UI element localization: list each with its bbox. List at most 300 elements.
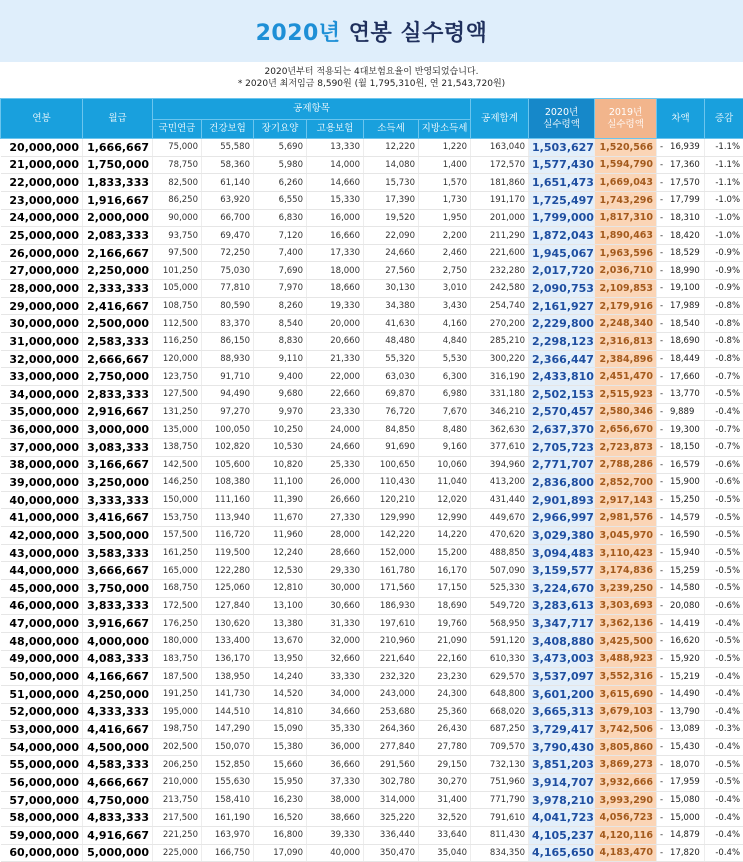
diff-minus: - (660, 336, 670, 346)
diff-minus: - (660, 654, 670, 664)
diff-value: 15,259 (670, 566, 700, 576)
cell-income-tax: 100,650 (364, 456, 419, 474)
cell-local-tax: 1,730 (419, 191, 471, 209)
cell-health: 152,850 (202, 756, 254, 774)
diff-minus: - (660, 760, 670, 770)
table-row (1, 615, 743, 633)
table-row (1, 474, 743, 492)
cell-employment: 24,660 (307, 438, 364, 456)
table-row (1, 791, 743, 809)
cell-local-tax: 12,990 (419, 509, 471, 527)
cell-total: 201,000 (471, 209, 529, 227)
cell-annual: 52,000,000 (1, 703, 83, 721)
cell-annual: 25,000,000 (1, 227, 83, 245)
table-body (1, 139, 743, 862)
cell-local-tax: 31,400 (419, 791, 471, 809)
cell-diff (657, 333, 705, 351)
diff-value: 13,089 (670, 724, 700, 734)
cell-longterm: 9,680 (254, 385, 307, 403)
cell-local-tax: 15,200 (419, 544, 471, 562)
cell-annual: 60,000,000 (1, 844, 83, 862)
cell-income-tax: 41,630 (364, 315, 419, 333)
cell-income-tax: 15,730 (364, 174, 419, 192)
cell-longterm: 9,400 (254, 368, 307, 386)
cell-rate: -0.5% (705, 580, 743, 598)
cell-rate: -0.9% (705, 280, 743, 298)
cell-annual: 39,000,000 (1, 474, 83, 492)
cell-local-tax: 2,200 (419, 227, 471, 245)
table-row (1, 826, 743, 844)
cell-employment: 18,000 (307, 262, 364, 280)
diff-minus: - (660, 777, 670, 787)
cell-longterm: 12,810 (254, 580, 307, 598)
cell-health: 138,950 (202, 668, 254, 686)
table-row (1, 280, 743, 298)
cell-local-tax: 30,270 (419, 774, 471, 792)
cell-longterm: 10,250 (254, 421, 307, 439)
cell-employment: 39,330 (307, 826, 364, 844)
cell-annual: 21,000,000 (1, 156, 83, 174)
cell-diff (657, 174, 705, 192)
diff-minus: - (660, 477, 670, 487)
cell-income-tax: 152,000 (364, 544, 419, 562)
cell-health: 77,810 (202, 280, 254, 298)
cell-employment: 38,660 (307, 809, 364, 827)
cell-diff (657, 403, 705, 421)
cell-net2019: 2,580,346 (595, 403, 657, 421)
cell-pension: 93,750 (153, 227, 202, 245)
cell-income-tax: 325,220 (364, 809, 419, 827)
cell-rate: -0.5% (705, 509, 743, 527)
cell-net2019: 3,425,500 (595, 632, 657, 650)
cell-monthly: 3,250,000 (83, 474, 153, 492)
cell-diff (657, 438, 705, 456)
diff-value: 14,579 (670, 513, 700, 523)
cell-rate: -0.4% (705, 668, 743, 686)
cell-net2020: 3,347,717 (529, 615, 595, 633)
table-row (1, 756, 743, 774)
cell-net2019: 4,120,116 (595, 826, 657, 844)
cell-total: 549,720 (471, 597, 529, 615)
cell-net2020: 2,229,800 (529, 315, 595, 333)
cell-net2019: 3,362,136 (595, 615, 657, 633)
cell-rate: -0.5% (705, 491, 743, 509)
cell-income-tax: 350,470 (364, 844, 419, 862)
table-row (1, 297, 743, 315)
cell-health: 163,970 (202, 826, 254, 844)
cell-monthly: 3,333,333 (83, 491, 153, 509)
cell-health: 86,150 (202, 333, 254, 351)
cell-diff (657, 721, 705, 739)
cell-local-tax: 1,570 (419, 174, 471, 192)
diff-minus: - (660, 213, 670, 223)
cell-rate: -0.5% (705, 562, 743, 580)
table-row (1, 527, 743, 545)
table-row (1, 703, 743, 721)
diff-minus: - (660, 813, 670, 823)
diff-value: 16,579 (670, 460, 700, 470)
cell-diff (657, 650, 705, 668)
table-row (1, 632, 743, 650)
cell-pension: 187,500 (153, 668, 202, 686)
cell-health: 155,630 (202, 774, 254, 792)
cell-diff (657, 156, 705, 174)
cell-longterm: 7,970 (254, 280, 307, 298)
cell-income-tax: 110,430 (364, 474, 419, 492)
cell-monthly: 2,916,667 (83, 403, 153, 421)
cell-rate: -0.5% (705, 527, 743, 545)
cell-longterm: 11,390 (254, 491, 307, 509)
diff-value: 18,540 (670, 319, 700, 329)
cell-employment: 16,000 (307, 209, 364, 227)
cell-income-tax: 24,660 (364, 244, 419, 262)
diff-value: 13,770 (670, 389, 700, 399)
table-header (1, 99, 743, 139)
cell-total: 413,200 (471, 474, 529, 492)
cell-rate: -0.4% (705, 403, 743, 421)
cell-net2020: 2,836,800 (529, 474, 595, 492)
cell-annual: 57,000,000 (1, 791, 83, 809)
cell-annual: 45,000,000 (1, 580, 83, 598)
cell-employment: 19,330 (307, 297, 364, 315)
cell-employment: 31,330 (307, 615, 364, 633)
cell-longterm: 16,520 (254, 809, 307, 827)
table-row (1, 668, 743, 686)
cell-total: 732,130 (471, 756, 529, 774)
table-row (1, 156, 743, 174)
cell-annual: 40,000,000 (1, 491, 83, 509)
cell-rate: -0.6% (705, 597, 743, 615)
cell-total: 331,180 (471, 385, 529, 403)
cell-employment: 16,660 (307, 227, 364, 245)
diff-value: 15,000 (670, 813, 700, 823)
diff-minus: - (660, 830, 670, 840)
cell-total: 488,850 (471, 544, 529, 562)
cell-employment: 33,330 (307, 668, 364, 686)
cell-net2019: 3,488,923 (595, 650, 657, 668)
cell-net2019: 3,045,970 (595, 527, 657, 545)
col-local-tax: 지방소득세 (419, 120, 471, 139)
cell-net2019: 3,869,273 (595, 756, 657, 774)
cell-pension: 90,000 (153, 209, 202, 227)
cell-longterm: 11,960 (254, 527, 307, 545)
cell-monthly: 3,916,667 (83, 615, 153, 633)
cell-monthly: 3,000,000 (83, 421, 153, 439)
cell-net2019: 2,451,470 (595, 368, 657, 386)
cell-employment: 28,660 (307, 544, 364, 562)
col-employment: 고용보험 (307, 120, 364, 139)
cell-monthly: 3,500,000 (83, 527, 153, 545)
cell-employment: 34,000 (307, 685, 364, 703)
table-row (1, 368, 743, 386)
diff-value: 17,660 (670, 372, 700, 382)
cell-health: 161,190 (202, 809, 254, 827)
cell-pension: 127,500 (153, 385, 202, 403)
cell-pension: 183,750 (153, 650, 202, 668)
cell-net2020: 2,966,997 (529, 509, 595, 527)
cell-diff (657, 491, 705, 509)
diff-minus: - (660, 266, 670, 276)
cell-diff (657, 385, 705, 403)
cell-employment: 40,000 (307, 844, 364, 862)
cell-employment: 25,330 (307, 456, 364, 474)
cell-monthly: 4,666,667 (83, 774, 153, 792)
table-row (1, 774, 743, 792)
cell-local-tax: 11,040 (419, 474, 471, 492)
cell-longterm: 15,380 (254, 738, 307, 756)
cell-net2020: 1,945,067 (529, 244, 595, 262)
cell-net2019: 2,981,576 (595, 509, 657, 527)
col-annual: 연봉 (1, 99, 83, 139)
table-row (1, 421, 743, 439)
cell-total: 668,020 (471, 703, 529, 721)
diff-minus: - (660, 354, 670, 364)
diff-value: 14,490 (670, 689, 700, 699)
col-diff: 차액 (657, 99, 705, 139)
diff-value: 17,820 (670, 848, 700, 858)
col-income-tax: 소득세 (364, 120, 419, 139)
cell-rate: -1.1% (705, 156, 743, 174)
cell-local-tax: 6,980 (419, 385, 471, 403)
diff-minus: - (660, 319, 670, 329)
cell-total: 648,800 (471, 685, 529, 703)
cell-net2020: 3,408,880 (529, 632, 595, 650)
cell-pension: 142,500 (153, 456, 202, 474)
cell-monthly: 1,916,667 (83, 191, 153, 209)
cell-local-tax: 32,520 (419, 809, 471, 827)
cell-total: 270,200 (471, 315, 529, 333)
cell-longterm: 5,690 (254, 139, 307, 157)
col-net2020-label: 2020년 실수령액 (543, 107, 580, 130)
cell-rate: -0.9% (705, 244, 743, 262)
cell-health: 158,410 (202, 791, 254, 809)
cell-health: 66,700 (202, 209, 254, 227)
cell-net2019: 3,174,836 (595, 562, 657, 580)
cell-income-tax: 55,320 (364, 350, 419, 368)
cell-net2019: 1,890,463 (595, 227, 657, 245)
cell-net2020: 2,017,720 (529, 262, 595, 280)
cell-pension: 150,000 (153, 491, 202, 509)
cell-employment: 26,660 (307, 491, 364, 509)
table-row (1, 262, 743, 280)
cell-employment: 18,660 (307, 280, 364, 298)
cell-net2020: 3,729,417 (529, 721, 595, 739)
cell-health: 111,160 (202, 491, 254, 509)
title-banner (0, 0, 743, 62)
cell-local-tax: 29,150 (419, 756, 471, 774)
diff-value: 17,570 (670, 178, 700, 188)
cell-diff (657, 668, 705, 686)
table-row (1, 456, 743, 474)
cell-local-tax: 4,840 (419, 333, 471, 351)
cell-local-tax: 12,020 (419, 491, 471, 509)
diff-minus: - (660, 689, 670, 699)
diff-value: 17,799 (670, 195, 700, 205)
cell-diff (657, 244, 705, 262)
diff-minus: - (660, 231, 670, 241)
cell-longterm: 9,970 (254, 403, 307, 421)
note-line-1: 2020년부터 적용되는 4대보험요율이 반영되었습니다. (0, 66, 743, 78)
cell-diff (657, 315, 705, 333)
cell-employment: 22,000 (307, 368, 364, 386)
cell-health: 130,620 (202, 615, 254, 633)
cell-rate: -0.4% (705, 809, 743, 827)
cell-net2020: 3,283,613 (529, 597, 595, 615)
cell-total: 394,960 (471, 456, 529, 474)
cell-net2020: 3,224,670 (529, 580, 595, 598)
page-title (256, 16, 488, 47)
cell-employment: 32,660 (307, 650, 364, 668)
cell-pension: 78,750 (153, 156, 202, 174)
cell-diff (657, 756, 705, 774)
cell-monthly: 3,583,333 (83, 544, 153, 562)
cell-rate: -0.5% (705, 632, 743, 650)
cell-local-tax: 33,640 (419, 826, 471, 844)
cell-longterm: 9,110 (254, 350, 307, 368)
cell-employment: 24,000 (307, 421, 364, 439)
table-row (1, 333, 743, 351)
cell-monthly: 2,166,667 (83, 244, 153, 262)
cell-monthly: 4,083,333 (83, 650, 153, 668)
cell-total: 172,570 (471, 156, 529, 174)
cell-monthly: 3,416,667 (83, 509, 153, 527)
cell-net2020: 4,165,650 (529, 844, 595, 862)
cell-longterm: 11,670 (254, 509, 307, 527)
table-row (1, 403, 743, 421)
cell-income-tax: 253,680 (364, 703, 419, 721)
cell-net2020: 3,851,203 (529, 756, 595, 774)
cell-annual: 47,000,000 (1, 615, 83, 633)
diff-value: 16,590 (670, 530, 700, 540)
cell-health: 133,400 (202, 632, 254, 650)
cell-health: 127,840 (202, 597, 254, 615)
col-deduction-group: 공제항목 (153, 99, 471, 120)
cell-rate: -0.4% (705, 703, 743, 721)
cell-net2019: 2,723,873 (595, 438, 657, 456)
cell-annual: 35,000,000 (1, 403, 83, 421)
cell-health: 72,250 (202, 244, 254, 262)
diff-value: 18,070 (670, 760, 700, 770)
cell-annual: 49,000,000 (1, 650, 83, 668)
diff-value: 18,529 (670, 248, 700, 258)
cell-income-tax: 210,960 (364, 632, 419, 650)
diff-minus: - (660, 178, 670, 188)
cell-net2020: 2,366,447 (529, 350, 595, 368)
cell-net2019: 3,993,290 (595, 791, 657, 809)
cell-local-tax: 17,150 (419, 580, 471, 598)
cell-pension: 138,750 (153, 438, 202, 456)
cell-pension: 168,750 (153, 580, 202, 598)
cell-rate: -0.7% (705, 421, 743, 439)
cell-health: 55,580 (202, 139, 254, 157)
cell-longterm: 11,100 (254, 474, 307, 492)
cell-health: 144,510 (202, 703, 254, 721)
diff-value: 9,889 (670, 407, 694, 417)
cell-diff (657, 280, 705, 298)
cell-rate: -0.5% (705, 544, 743, 562)
cell-local-tax: 1,950 (419, 209, 471, 227)
cell-local-tax: 19,760 (419, 615, 471, 633)
cell-annual: 41,000,000 (1, 509, 83, 527)
diff-minus: - (660, 142, 670, 152)
cell-total: 834,350 (471, 844, 529, 862)
cell-net2020: 3,473,003 (529, 650, 595, 668)
cell-net2019: 4,056,723 (595, 809, 657, 827)
cell-net2020: 3,094,483 (529, 544, 595, 562)
cell-pension: 153,750 (153, 509, 202, 527)
cell-rate: -0.6% (705, 456, 743, 474)
cell-health: 97,270 (202, 403, 254, 421)
cell-pension: 123,750 (153, 368, 202, 386)
cell-net2019: 2,109,853 (595, 280, 657, 298)
cell-total: 629,570 (471, 668, 529, 686)
cell-local-tax: 1,220 (419, 139, 471, 157)
cell-health: 108,380 (202, 474, 254, 492)
cell-diff (657, 703, 705, 721)
cell-pension: 82,500 (153, 174, 202, 192)
cell-employment: 15,330 (307, 191, 364, 209)
cell-pension: 191,250 (153, 685, 202, 703)
cell-health: 61,140 (202, 174, 254, 192)
cell-pension: 202,500 (153, 738, 202, 756)
cell-pension: 213,750 (153, 791, 202, 809)
cell-total: 316,190 (471, 368, 529, 386)
cell-longterm: 8,260 (254, 297, 307, 315)
cell-longterm: 14,810 (254, 703, 307, 721)
cell-health: 136,170 (202, 650, 254, 668)
diff-value: 15,080 (670, 795, 700, 805)
cell-annual: 46,000,000 (1, 597, 83, 615)
cell-employment: 23,330 (307, 403, 364, 421)
cell-net2019: 2,852,700 (595, 474, 657, 492)
cell-longterm: 10,820 (254, 456, 307, 474)
diff-value: 17,989 (670, 301, 700, 311)
table-row (1, 438, 743, 456)
cell-net2019: 3,932,666 (595, 774, 657, 792)
diff-minus: - (660, 495, 670, 505)
table-row (1, 580, 743, 598)
cell-diff (657, 456, 705, 474)
cell-diff (657, 227, 705, 245)
cell-total: 242,580 (471, 280, 529, 298)
cell-total: 211,290 (471, 227, 529, 245)
cell-annual: 32,000,000 (1, 350, 83, 368)
cell-net2020: 2,705,723 (529, 438, 595, 456)
diff-value: 13,790 (670, 707, 700, 717)
cell-net2019: 2,788,286 (595, 456, 657, 474)
cell-net2019: 2,515,923 (595, 385, 657, 403)
cell-total: 232,280 (471, 262, 529, 280)
cell-diff (657, 562, 705, 580)
diff-value: 16,939 (670, 142, 700, 152)
diff-value: 19,100 (670, 283, 700, 293)
cell-local-tax: 14,220 (419, 527, 471, 545)
cell-annual: 20,000,000 (1, 139, 83, 157)
cell-net2019: 2,384,896 (595, 350, 657, 368)
col-health: 건강보험 (202, 120, 254, 139)
cell-total: 163,040 (471, 139, 529, 157)
cell-total: 300,220 (471, 350, 529, 368)
cell-longterm: 16,230 (254, 791, 307, 809)
cell-local-tax: 22,160 (419, 650, 471, 668)
cell-income-tax: 84,850 (364, 421, 419, 439)
diff-value: 15,940 (670, 548, 700, 558)
cell-employment: 14,000 (307, 156, 364, 174)
cell-pension: 135,000 (153, 421, 202, 439)
cell-total: 525,330 (471, 580, 529, 598)
table-row (1, 315, 743, 333)
cell-local-tax: 7,670 (419, 403, 471, 421)
